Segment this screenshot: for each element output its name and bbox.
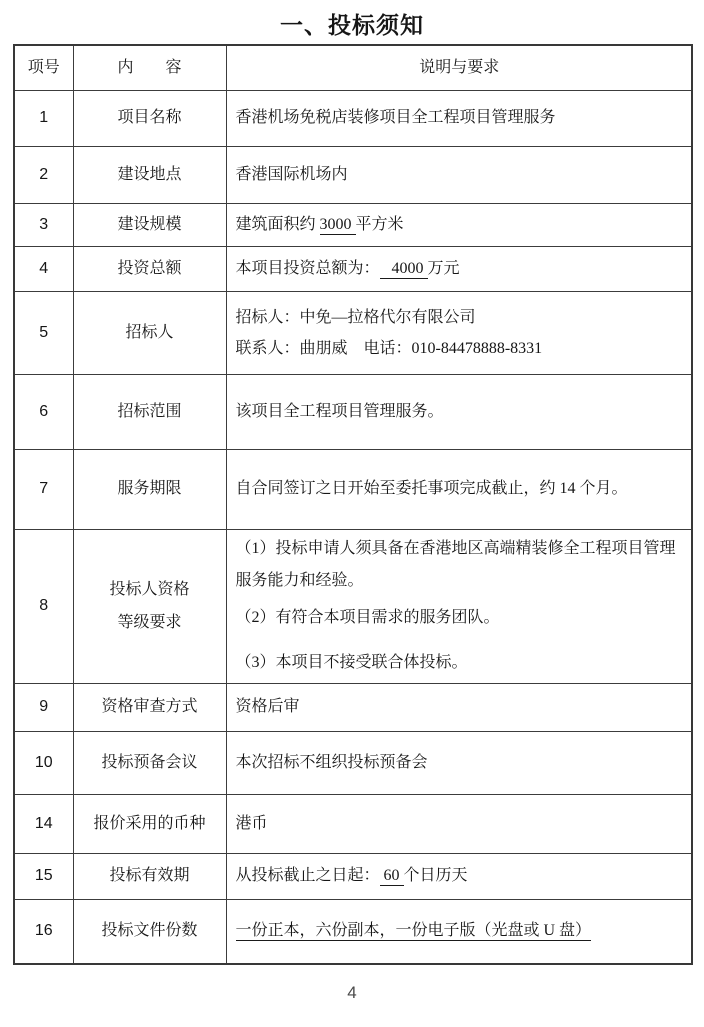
underlined-value: 一份正本，六份副本，一份电子版（光盘或 U 盘） <box>235 922 592 940</box>
requirement-item: （2）有符合本项目需求的服务团队。 <box>235 609 500 626</box>
page-number: 4 <box>347 983 357 1002</box>
cell-item-no: 5 <box>14 291 73 374</box>
requirement-item: （1）投标申请人须具备在香港地区高端精装修全工程项目管理服务能力和经验。 <box>235 540 676 589</box>
underlined-value: 60 <box>379 867 404 884</box>
cell-description: 资格后审 <box>226 683 692 731</box>
cell-description: 自合同签订之日开始至委托事项完成截止，约 14 个月。 <box>226 449 692 529</box>
cell-item-no: 6 <box>14 374 73 449</box>
desc-text: 从投标截止之日起： <box>235 867 380 884</box>
table-row <box>14 246 692 291</box>
cell-content: 投标文件份数 <box>73 899 226 964</box>
cell-item-no: 16 <box>14 899 73 964</box>
table-row <box>14 899 692 964</box>
cell-content: 建设规模 <box>73 203 226 246</box>
cell-description: 本次招标不组织投标预备会 <box>226 731 692 794</box>
desc-text: 个日历天 <box>403 867 468 884</box>
desc-text: 万元 <box>427 259 460 277</box>
cell-description <box>226 899 692 964</box>
cell-description <box>226 853 692 899</box>
underlined-value: 4000 <box>379 259 428 277</box>
cell-item-no: 2 <box>14 146 73 203</box>
cell-item-no: 14 <box>14 794 73 853</box>
cell-description <box>226 529 692 683</box>
cell-content: 投资总额 <box>73 246 226 291</box>
content-line: 投标人资格 <box>109 581 190 598</box>
cell-description <box>226 291 692 374</box>
desc-text: 本项目投资总额为： <box>235 259 380 277</box>
cell-content: 服务期限 <box>73 449 226 529</box>
cell-item-no: 1 <box>14 90 73 146</box>
document-title: 一、投标须知 <box>280 13 424 38</box>
table-row <box>14 529 692 683</box>
cell-item-no: 9 <box>14 683 73 731</box>
cell-description: 港币 <box>226 794 692 853</box>
table-row <box>14 203 692 246</box>
desc-line: 联系人：曲朋威 电话：010-84478888-8331 <box>235 339 543 357</box>
table-row <box>14 90 692 146</box>
cell-content: 报价采用的币种 <box>73 794 226 853</box>
header-description: 说明与要求 <box>226 45 692 90</box>
header-item-no: 项号 <box>14 45 73 90</box>
header-content: 内 容 <box>73 45 226 90</box>
cell-description: 香港国际机场内 <box>226 146 692 203</box>
table-row <box>14 291 692 374</box>
cell-content: 招标范围 <box>73 374 226 449</box>
desc-line: 招标人：中免—拉格代尔有限公司 <box>235 308 476 326</box>
cell-item-no: 10 <box>14 731 73 794</box>
table-row <box>14 794 692 853</box>
cell-content: 投标预备会议 <box>73 731 226 794</box>
requirement-item: （3）本项目不接受联合体投标。 <box>235 654 468 671</box>
cell-content <box>73 529 226 683</box>
cell-content: 建设地点 <box>73 146 226 203</box>
cell-item-no: 4 <box>14 246 73 291</box>
cell-item-no: 8 <box>14 529 73 683</box>
table-row <box>14 146 692 203</box>
cell-description <box>226 246 692 291</box>
tender-notice-table <box>13 44 693 965</box>
cell-item-no: 15 <box>14 853 73 899</box>
cell-content: 项目名称 <box>73 90 226 146</box>
table-row <box>14 683 692 731</box>
desc-text: 建筑面积约 <box>235 215 320 233</box>
cell-description: 该项目全工程项目管理服务。 <box>226 374 692 449</box>
cell-description <box>226 203 692 246</box>
cell-item-no: 3 <box>14 203 73 246</box>
desc-text: 平方米 <box>355 215 404 233</box>
table-row <box>14 853 692 899</box>
cell-description: 香港机场免税店装修项目全工程项目管理服务 <box>226 90 692 146</box>
underlined-value: 3000 <box>319 215 356 233</box>
table-row <box>14 374 692 449</box>
table-row <box>14 731 692 794</box>
cell-content: 招标人 <box>73 291 226 374</box>
content-line: 等级要求 <box>117 614 182 631</box>
cell-content: 资格审查方式 <box>73 683 226 731</box>
cell-item-no: 7 <box>14 449 73 529</box>
cell-content: 投标有效期 <box>73 853 226 899</box>
table-row <box>14 449 692 529</box>
table-header-row <box>14 45 692 90</box>
